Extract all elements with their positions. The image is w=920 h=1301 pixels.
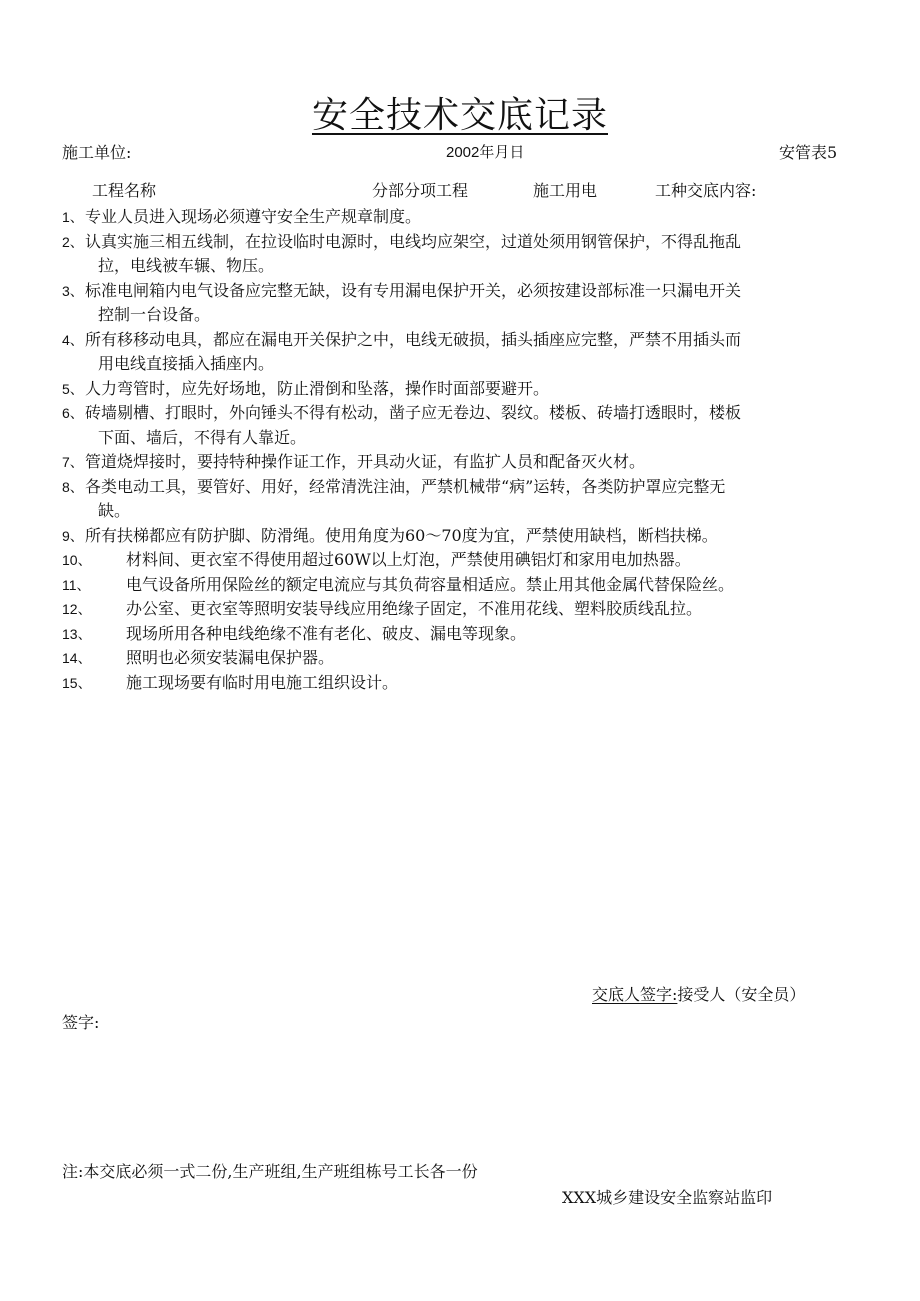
list-item (62, 524, 862, 549)
item-number: 8、 (62, 478, 84, 495)
project-name-label: 工程名称 (92, 181, 157, 200)
item-number: 7、 (62, 454, 84, 470)
supervision-stamp-text: XXX城乡建设安全监察站监印 (562, 1188, 773, 1207)
item-text-continued: 缺。 (98, 501, 131, 520)
item-number: 5、 (62, 380, 84, 397)
record-date: 2002年月日 (446, 144, 525, 161)
list-item (62, 205, 862, 230)
item-text-continued: 控制一台设备。 (98, 305, 211, 324)
construction-unit-label: 施工单位: (62, 143, 132, 162)
item-text: 所有扶梯都应有防护脚、防滑绳。使用角度为60～70度为宜，严禁使用缺档，断档扶梯。 (85, 525, 718, 545)
list-item (62, 622, 862, 647)
receiver-label: 接受人（安全员） (677, 985, 806, 1004)
safety-items-list (62, 205, 862, 695)
giver-signature-label: 交底人签字: (592, 985, 678, 1004)
item-number: 13、 (62, 625, 92, 642)
item-text-continued: 用电线直接插入插座内。 (98, 354, 275, 373)
page-title: 安全技术交底记录 (311, 95, 608, 136)
list-item (62, 475, 862, 524)
item-text: 认真实施三相五线制，在拉设临时电源时，电线均应架空，过道处须用钢管保护，不得乱拖乱 (85, 231, 742, 251)
list-item (62, 573, 862, 598)
briefing-content-label: 工种交底内容: (655, 181, 757, 200)
list-item (62, 401, 862, 450)
item-text: 材料间、更衣室不得使用超过60W以上灯泡，严禁使用碘铝灯和家用电加热器。 (126, 550, 691, 569)
item-text: 所有移移动电具，都应在漏电开关保护之中，电线无破损，插头插座应完整，严禁不用插头而 (85, 329, 742, 349)
item-number: 15、 (62, 674, 92, 691)
item-text: 专业人员进入现场必须遵守安全生产规章制度。 (85, 207, 422, 226)
form-code: 安管表5 (779, 143, 838, 162)
item-text: 照明也必须安装漏电保护器。 (126, 648, 335, 667)
list-item (62, 548, 862, 573)
footnote: 注:本交底必须一式二份,生产班组,生产班组栋号工长各一份 (62, 1162, 478, 1181)
list-item (62, 450, 862, 475)
subproject-value: 施工用电 (533, 181, 598, 200)
item-number: 3、 (62, 282, 84, 299)
item-text: 人力弯管时，应先好场地，防止滑倒和坠落，操作时面部要避开。 (85, 378, 550, 398)
item-text: 施工现场要有临时用电施工组织设计。 (126, 672, 399, 692)
list-item (62, 230, 862, 279)
item-text: 标准电闸箱内电气设备应完整无缺，设有专用漏电保护开关，必须按建设部标准一只漏电开关 (85, 280, 742, 300)
item-number: 9、 (62, 527, 84, 544)
item-text: 电气设备所用保险丝的额定电流应与其负荷容量相适应。禁止用其他金属代替保险丝。 (126, 574, 735, 594)
item-text: 各类电动工具，要管好、用好，经常清洗注油，严禁机械带“病”运转，各类防护罩应完整无 (85, 476, 726, 496)
item-text: 管道烧焊接时，要持特种操作证工作，开具动火证，有监扩人员和配备灭火材。 (85, 452, 646, 471)
list-item (62, 328, 862, 377)
item-text: 现场所用各种电线绝缘不准有老化、破皮、漏电等现象。 (126, 623, 527, 643)
item-number: 12、 (62, 601, 92, 617)
item-number: 1、 (62, 209, 84, 225)
item-number: 4、 (62, 331, 84, 348)
sign-label: 签字: (62, 1013, 100, 1032)
list-item (62, 671, 862, 696)
list-item (62, 279, 862, 328)
list-item (62, 597, 862, 622)
item-text: 砖墙剔槽、打眼时，外向锤头不得有松动，凿子应无卷边、裂纹。楼板、砖墙打透眼时，楼板 (85, 403, 742, 422)
item-number: 10、 (62, 552, 92, 568)
item-text-continued: 拉，电线被车辗、物压。 (98, 256, 275, 275)
item-number: 2、 (62, 233, 84, 250)
item-number: 14、 (62, 650, 92, 666)
item-text-continued: 下面、墙后，不得有人靠近。 (98, 427, 307, 447)
item-number: 11、 (62, 576, 91, 593)
list-item (62, 377, 862, 402)
subproject-label: 分部分项工程 (372, 181, 469, 200)
item-text: 办公室、更衣室等照明安装导线应用绝缘子固定，不准用花线、塑料胶质线乱拉。 (126, 599, 703, 618)
item-number: 6、 (62, 405, 84, 421)
list-item (62, 646, 862, 671)
signature-line (592, 984, 805, 1006)
